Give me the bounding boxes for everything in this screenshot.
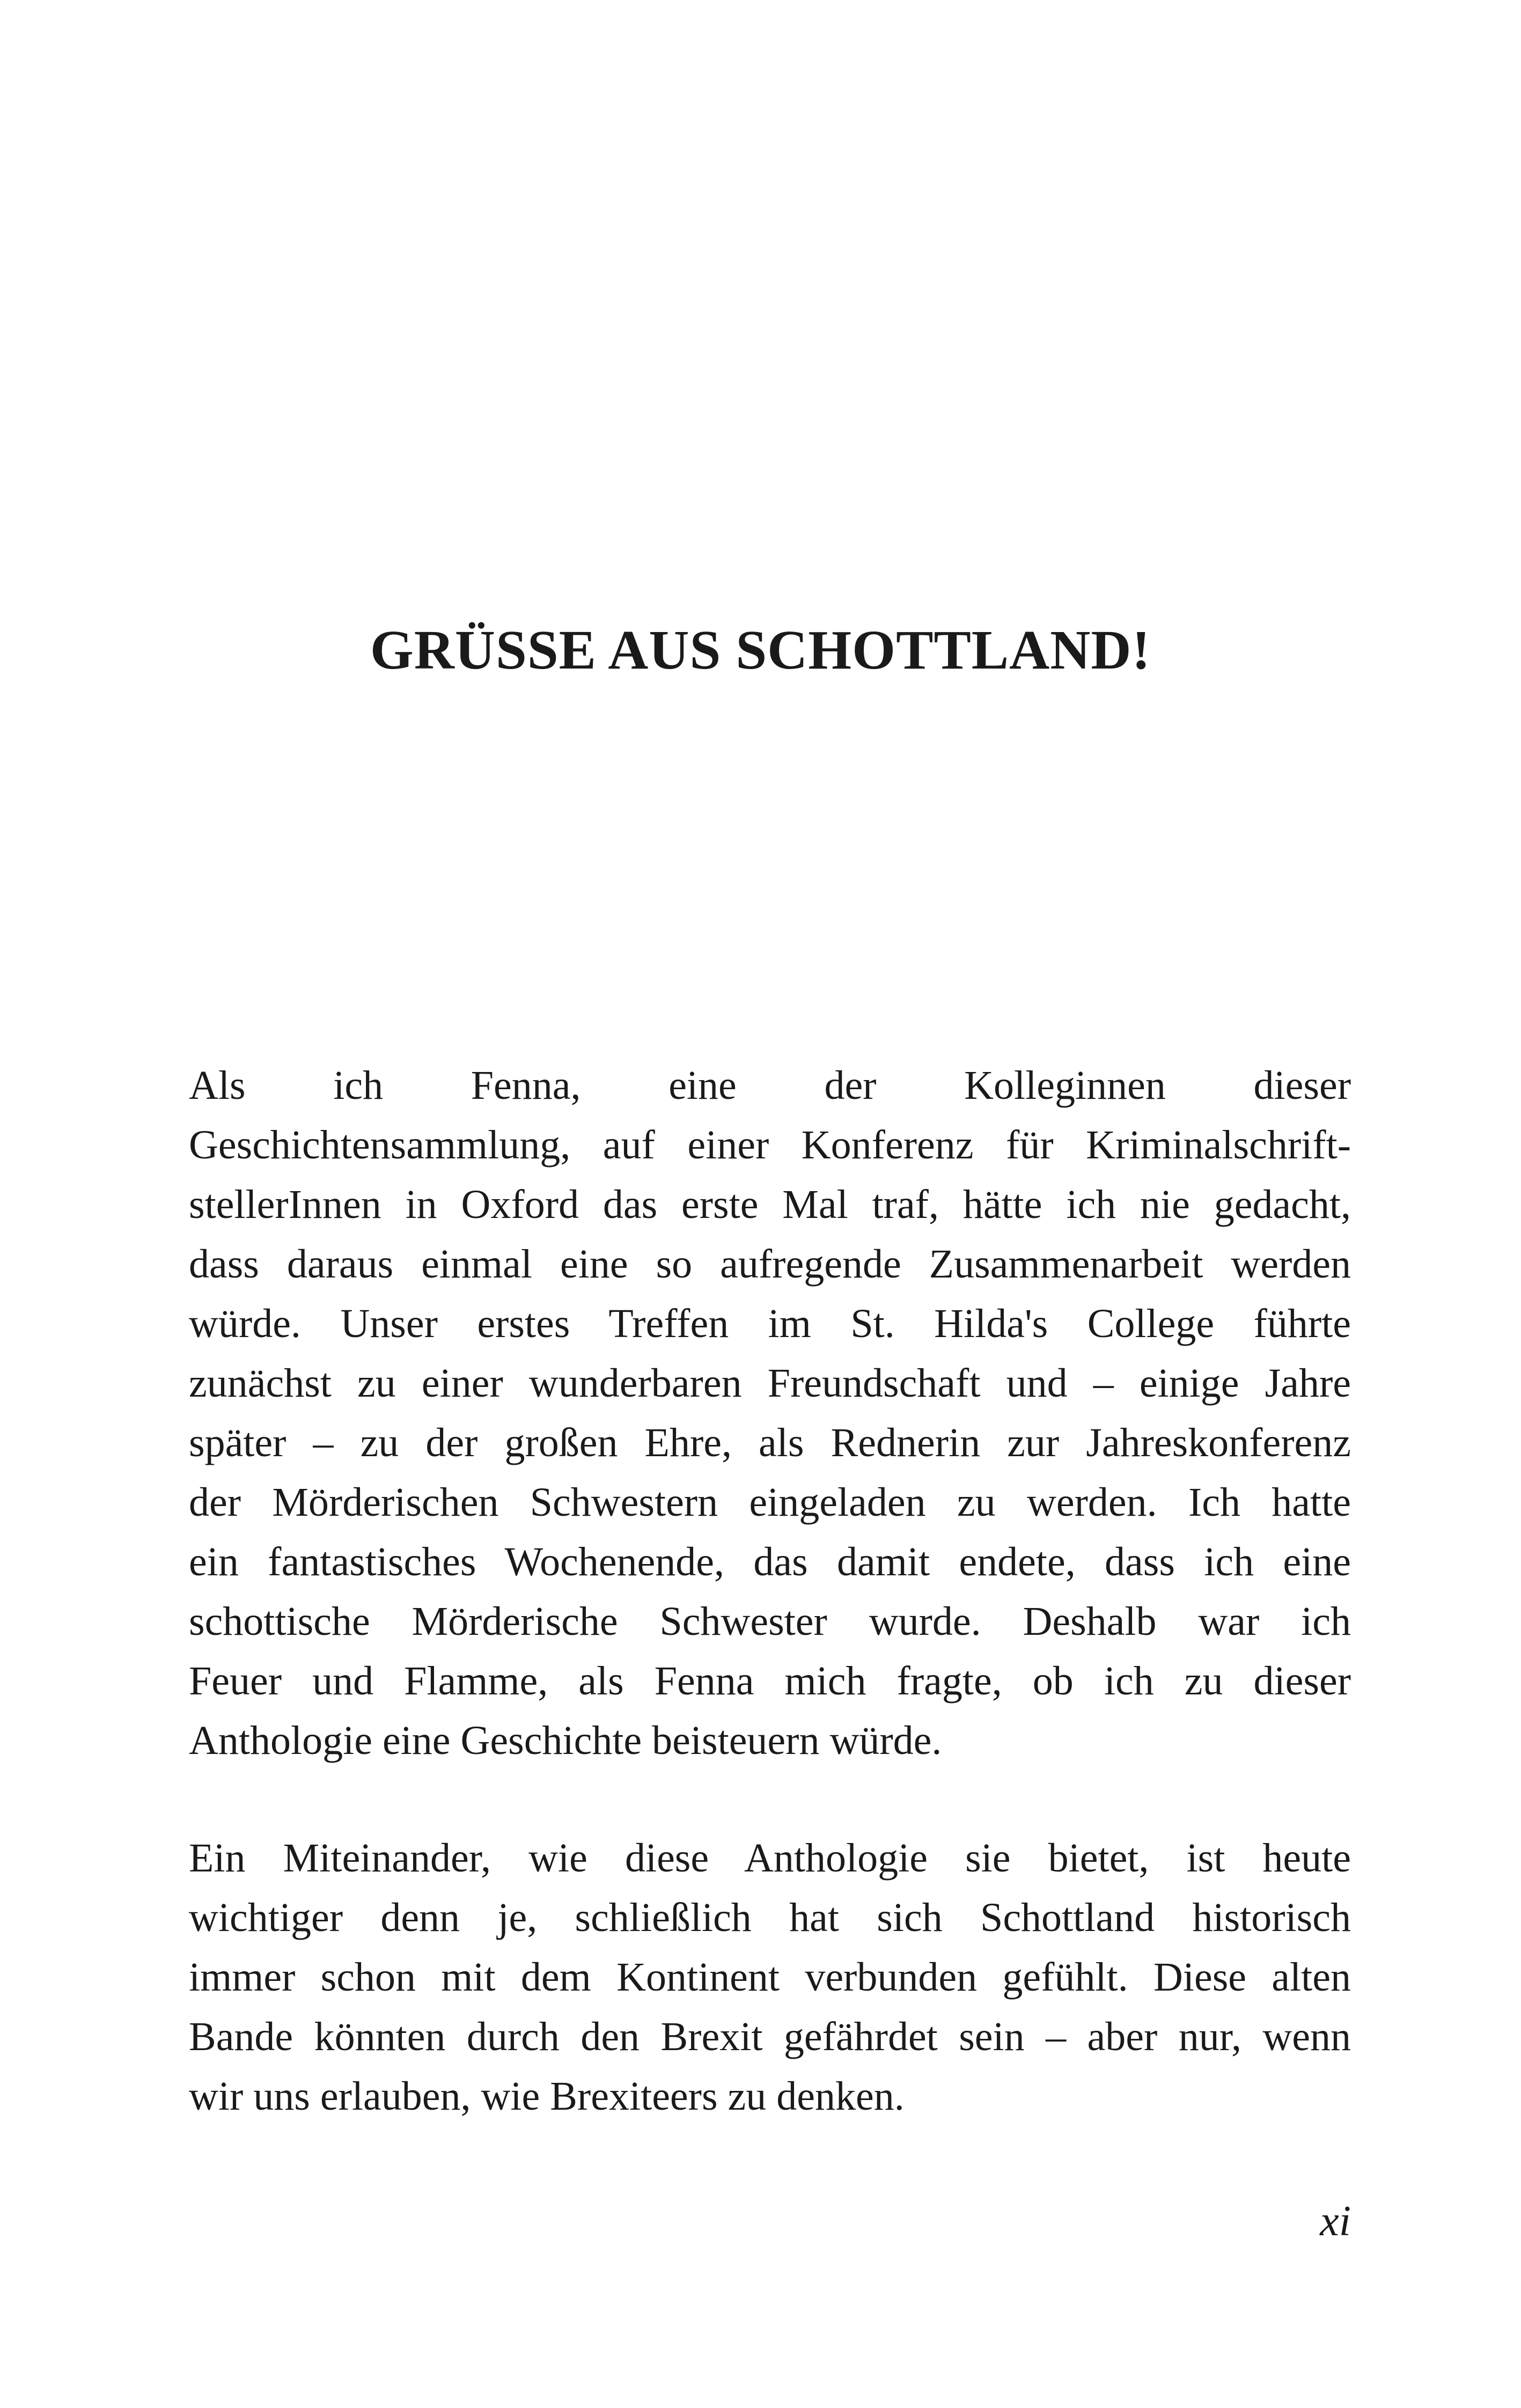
paragraph-1 — [189, 1056, 1351, 1771]
page-number: xi — [1320, 2198, 1351, 2245]
chapter-title: GRÜSSE AUS SCHOTTLAND! — [370, 619, 1151, 681]
text-line: Geschichtensammlung, auf einer Konferenz für Kriminalschrift- — [189, 1122, 1351, 1168]
text-line: stellerInnen in Oxford das erste Mal traf, hätte ich nie gedacht, — [189, 1182, 1351, 1227]
text-line: wir uns erlauben, wie Brexiteers zu denken. — [189, 2074, 905, 2119]
text-line: Als ich Fenna, eine der Kolleginnen dieser — [189, 1063, 1351, 1108]
text-line: Feuer und Flamme, als Fenna mich fragte, ob ich zu dieser — [189, 1658, 1351, 1704]
paragraph-2 — [189, 1829, 1351, 2126]
text-line: würde. Unser erstes Treffen im St. Hilda's College führte — [189, 1301, 1351, 1346]
text-line: immer schon mit dem Kontinent verbunden gefühlt. Diese alten — [189, 1955, 1351, 2000]
text-line: später – zu der großen Ehre, als Rednerin zur Jahreskonferenz — [189, 1420, 1351, 1465]
text-line: Anthologie eine Geschichte beisteuern würde. — [189, 1718, 942, 1763]
text-line: der Mörderischen Schwestern eingeladen zu werden. Ich hatte — [189, 1480, 1351, 1525]
text-line: schottische Mörderische Schwester wurde. Deshalb war ich — [189, 1599, 1351, 1644]
text-line: ein fantastisches Wochenende, das damit endete, dass ich eine — [189, 1539, 1351, 1584]
text-line: wichtiger denn je, schließlich hat sich Schottland historisch — [189, 1895, 1351, 1940]
text-line: Bande könnten durch den Brexit gefährdet sein – aber nur, wenn — [189, 2014, 1351, 2059]
text-line: zunächst zu einer wunderbaren Freundschaft und – einige Jahre — [189, 1361, 1351, 1406]
text-line: Ein Miteinander, wie diese Anthologie sie bietet, ist heute — [189, 1836, 1351, 1881]
text-line: dass daraus einmal eine so aufregende Zusammenarbeit werden — [189, 1242, 1351, 1287]
